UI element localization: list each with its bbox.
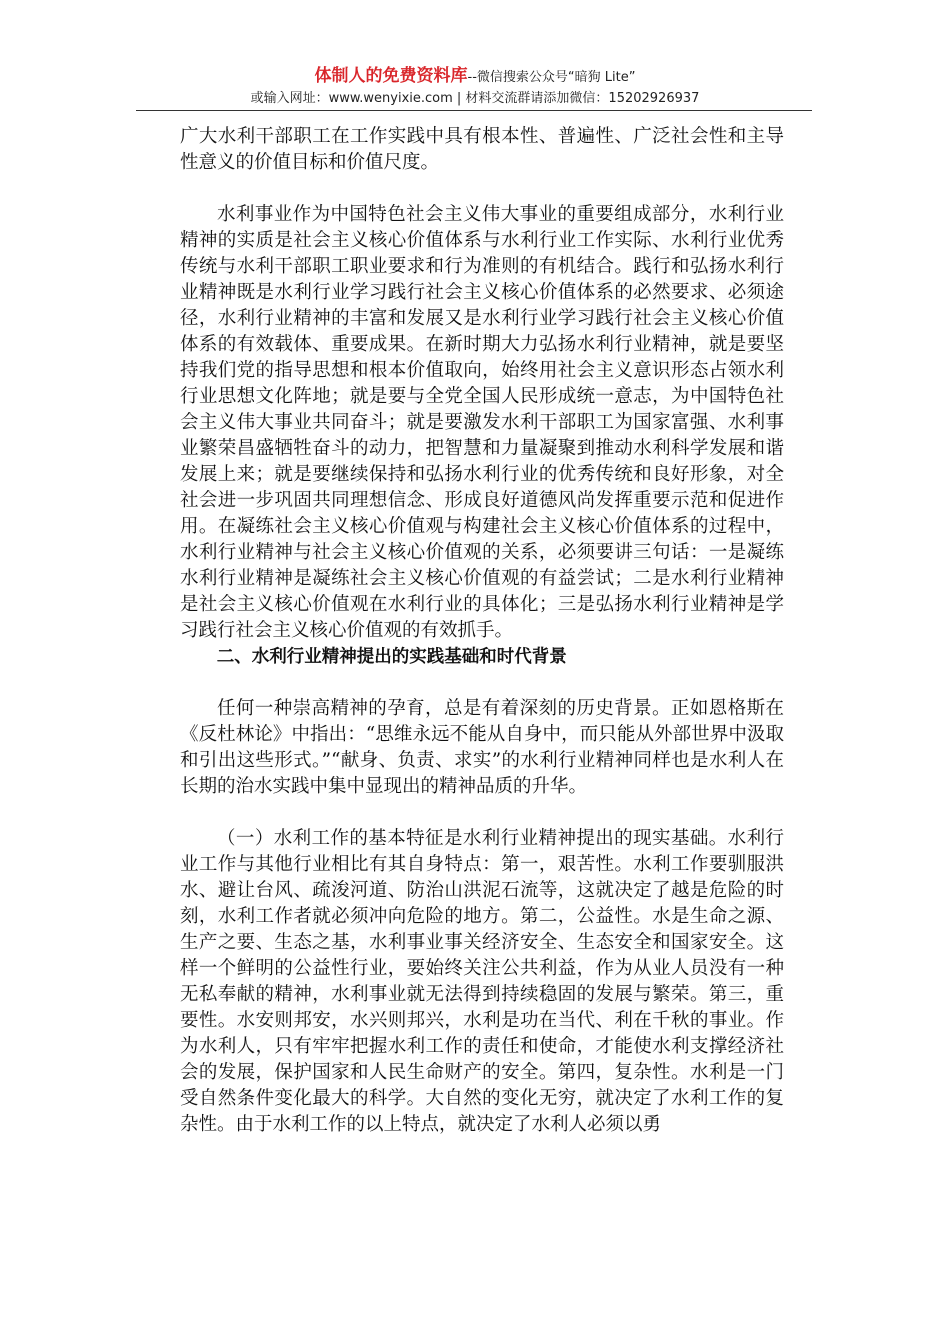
section-heading-2: 二、水利行业精神提出的实践基础和时代背景 — [216, 647, 567, 667]
header-divider — [136, 110, 812, 111]
page-header — [0, 66, 950, 108]
header-website-line: 或输入网址：www.wenyixie.com | 材料交流群请添加微信：15202926937 — [250, 91, 700, 106]
paragraph-essence: 水利事业作为中国特色社会主义伟大事业的重要组成部分，水利行业精神的实质是社会主义核心价值体系与水利行业工作实际、水利行业优秀传统与水利干部职工职业要求和行为准则的有机结合。践行和弘扬水利行业精神既是水利行业学习践行社会主义核心价值体系的必然要求、必须途径，水利行业精神的丰富和发展又是水利行业学习践行社会主义核心价值体系的有效载体、重要成果。在新时期大力弘扬水利行业精神，就是要坚持我们党的指导思想和根本价值取向，始终用社会主义意识形态占领水利行业思想文化阵地；就是要与全党全国人民形成统一意志，为中国特色社会主义伟大事业共同奋斗；就是要激发水利干部职工为国家富强、水利事业繁荣昌盛牺牲奋斗的动力，把智慧和力量凝聚到推动水利科学发展和谐发展上来；就是要继续保持和弘扬水利行业的优秀传统和良好形象，对全社会进一步巩固共同理想信念、形成良好道德风尚发挥重要示范和促进作用。在凝练社会主义核心价值观与构建社会主义核心价值体系的过程中，水利行业精神与社会主义核心价值观的关系，必须要讲三句话：一是凝练水利行业精神是凝练社会主义核心价值观的有益尝试；二是水利行业精神是社会主义核心价值观在水利行业的具体化；三是弘扬水利行业精神是学习践行社会主义核心价值观的有效抓手。 — [180, 204, 784, 641]
document-body — [180, 124, 784, 1138]
header-title-line — [0, 66, 950, 88]
brand-title: 体制人的免费资料库 — [314, 66, 468, 86]
header-tagline: --微信搜索公众号“暗狗 Lite” — [467, 70, 636, 85]
paragraph-background: 任何一种崇高精神的孕育，总是有着深刻的历史背景。正如恩格斯在《反杜林论》中指出：“思维永远不能从自身中，而只能从外部世界中汲取和引出这些形式。”“献身、负责、求实”的水利行业精神同样也是水利人在长期的治水实践中集中显现出的精神品质的升华。 — [180, 698, 784, 797]
paragraph-work-features: （一）水利工作的基本特征是水利行业精神提出的现实基础。水利行业工作与其他行业相比有其自身特点：第一，艰苦性。水利工作要驯服洪水、避让台风、疏浚河道、防治山洪泥石流等，这就决定了越是危险的时刻，水利工作者就必须冲向危险的地方。第二，公益性。水是生命之源、生产之要、生态之基，水利事业事关经济安全、生态安全和国家安全。这样一个鲜明的公益性行业，要始终关注公共利益，作为从业人员没有一种无私奉献的精神，水利事业就无法得到持续稳固的发展与繁荣。第三，重要性。水安则邦安，水兴则邦兴，水利是功在当代、利在千秋的事业。作为水利人，只有牢牢把握水利工作的责任和使命，才能使水利支撑经济社会的发展，保护国家和人民生命财产的安全。第四，复杂性。水利是一门受自然条件变化最大的科学。大自然的变化无穷，就决定了水利工作的复杂性。由于水利工作的以上特点，就决定了水利人必须以勇 — [180, 828, 784, 1135]
paragraph-continued: 广大水利干部职工在工作实践中具有根本性、普遍性、广泛社会性和主导性意义的价值目标和价值尺度。 — [180, 126, 784, 173]
